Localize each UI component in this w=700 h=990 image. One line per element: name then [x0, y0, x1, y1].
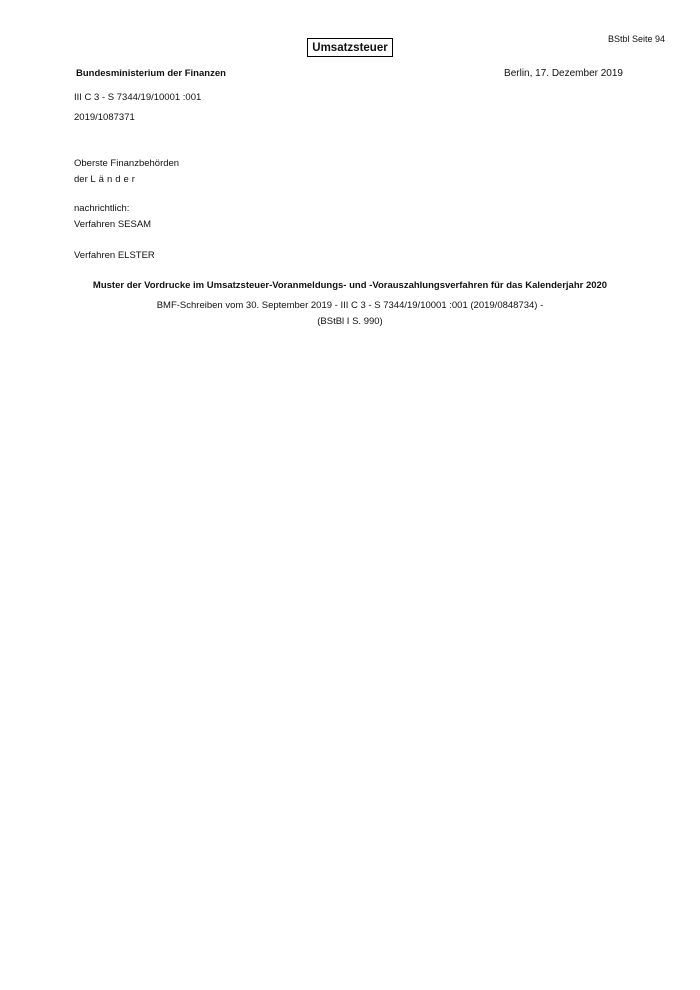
recipient-line2	[74, 172, 138, 188]
cc-item-elster: Verfahren ELSTER	[74, 250, 155, 261]
place-date: Berlin, 17. Dezember 2019	[504, 68, 623, 79]
recipient-line1: Oberste Finanzbehörden	[74, 158, 180, 169]
cc-item-sesam: Verfahren SESAM	[74, 219, 152, 230]
sender-name: Bundesministerium der Finanzen	[76, 68, 226, 79]
citation-line1: BMF-Schreiben vom 30. September 2019 - III C 3 - S 7344/19/10001 :001 (2019/0848734) -	[156, 300, 544, 311]
recipient-line2-spaced: Länder	[90, 174, 138, 185]
subject-line: Muster der Vordrucke im Umsatzsteuer-Voranmeldungs- und -Vorauszahlungsverfahren für das Kalenderjahr 2020	[92, 280, 608, 291]
section-title: Umsatzsteuer	[312, 41, 388, 54]
reference-number: III C 3 - S 7344/19/10001 :001	[74, 92, 202, 103]
document-number: 2019/1087371	[74, 112, 135, 123]
citation-line2: (BStBl I S. 990)	[317, 316, 383, 327]
page-label: BStbl Seite 94	[607, 34, 665, 44]
cc-label: nachrichtlich:	[74, 203, 130, 214]
recipient-line2-prefix: der	[74, 174, 88, 185]
section-title-box	[307, 38, 393, 57]
